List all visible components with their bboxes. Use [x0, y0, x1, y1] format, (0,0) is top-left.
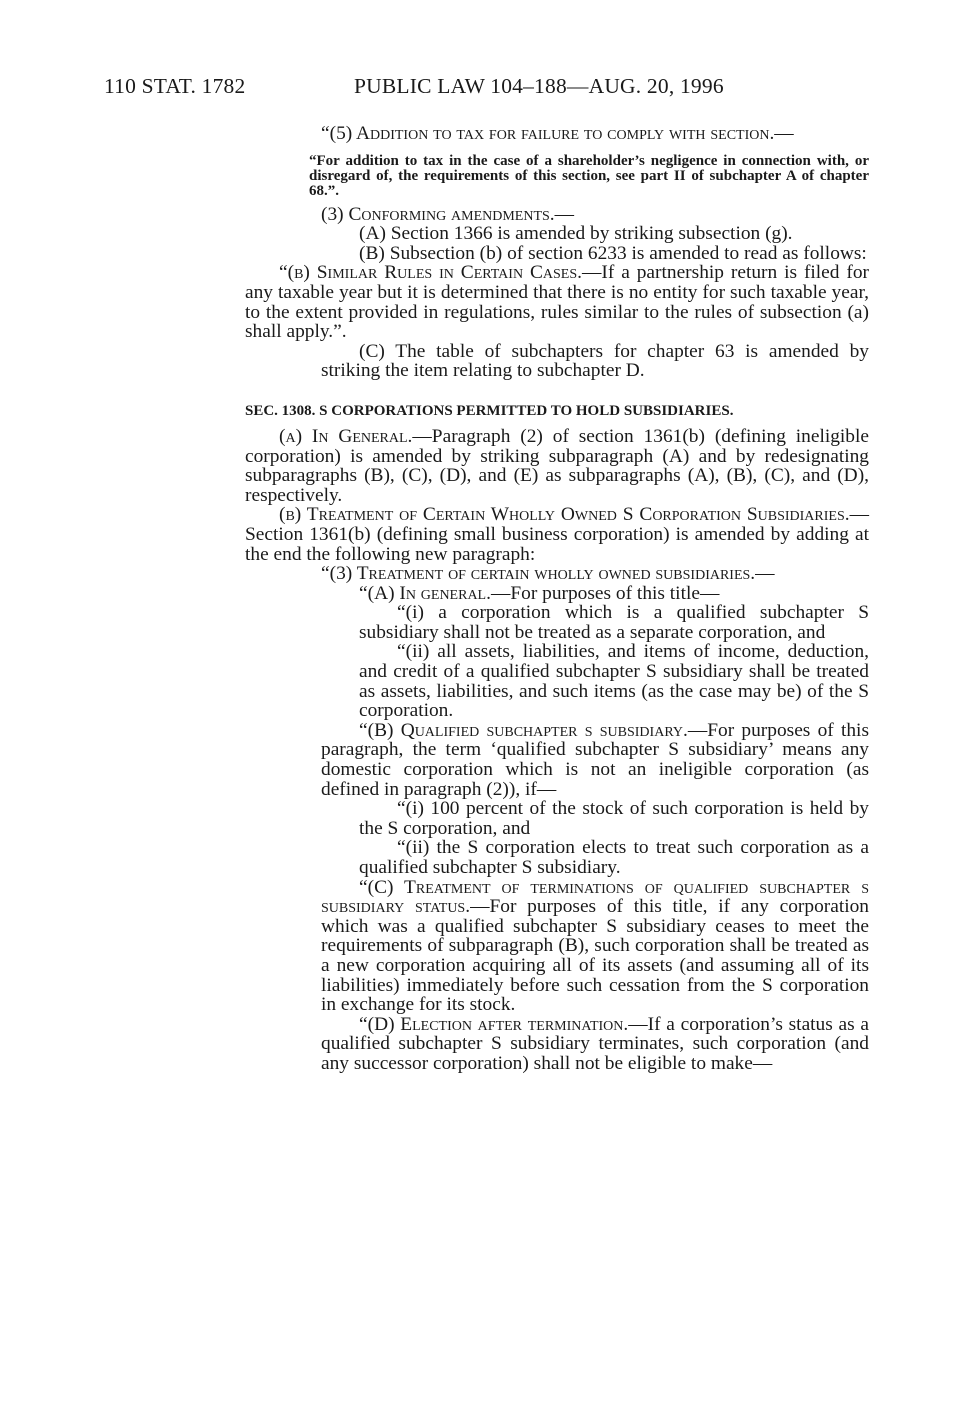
- amendment-c: (C) The table of subchapters for chapter 63 is amended by striking the item relating to subchapter D.: [321, 340, 869, 382]
- subsection-b-heading: “(b) Similar Rules in Certain Cases.: [279, 262, 582, 284]
- subparagraph-a-body: —For purposes of this title—: [490, 582, 720, 604]
- statute-citation: 110 STAT. 1782: [104, 74, 246, 98]
- public-law-citation: PUBLIC LAW 104–188—AUG. 20, 1996: [354, 74, 724, 98]
- subparagraph-c-body: —For purposes of this title, if any corporation which was a qualified subchapter S subsidiary ceases to meet the requirements of subparagraph (B), such corporation shall be treated as a new corporation acquiring all of its assets (and assuming all of its liabilities) immediately before such cessation from the S corporation in exchange for its stock.: [321, 896, 869, 1016]
- subsection-b-content: —Section 1361(b) (defining small business corporation) is amended by adding at the end the following new paragraph:: [245, 504, 869, 565]
- subparagraph-c-heading: “(C) Treatment of terminations of qualified subchapter s subsidiary status.: [321, 876, 869, 918]
- subparagraph-a: [245, 584, 869, 604]
- subparagraph-d: [245, 1015, 869, 1074]
- addition-to-tax-note: “For addition to tax in the case of a shareholder’s negligence in connection with, or disregard of, the requirements of this section, see part II of subchapter A of chapter 68.”.: [309, 152, 869, 199]
- clause-b-i: “(i) 100 percent of the stock of such corporation is held by the S corporation, and: [359, 798, 869, 839]
- subsection-a: [245, 427, 869, 505]
- conforming-amendments-heading: (3) Conforming amendments.—: [321, 203, 575, 225]
- subsection-b-body: —If a partnership return is filed for any taxable year but it is determined that there is no entity for such taxable year, to the extent provided in regulations, rules similar to the rules of subsection (a) shall apply.”.: [245, 262, 869, 343]
- amendment-b: (B) Subsection (b) of section 6233 is amended to read as follows:: [359, 242, 867, 264]
- clause-b-ii: “(ii) the S corporation elects to treat such corporation as a qualified subchapter S subsidiary.: [359, 837, 869, 878]
- subparagraph-a-heading: “(A) In general.: [359, 582, 491, 604]
- paragraph-3-heading: “(3) Treatment of certain wholly owned subsidiaries.—: [321, 563, 775, 585]
- paragraph-5-heading: “(5) Addition to tax for failure to comply with section.—: [321, 123, 794, 144]
- document-body: [245, 124, 869, 1074]
- subparagraph-d-body: —If a corporation’s status as a qualified subchapter S subsidiary terminates, such corporation (and any successor corporation) shall not be eligible to make—: [321, 1013, 869, 1074]
- amendment-a: (A) Section 1366 is amended by striking subsection (g).: [359, 223, 793, 245]
- subsection-a-heading: (a) In General.: [279, 425, 413, 447]
- subparagraph-b: [245, 721, 869, 799]
- subparagraph-c: [245, 878, 869, 1015]
- subparagraph-b-body: —For purposes of this paragraph, the term ‘qualified subchapter S subsidiary’ means any domestic corporation which is not an ineligible corporation (as defined in paragraph (2)), if—: [321, 719, 869, 800]
- subparagraph-b-heading: “(B) Qualified subchapter s subsidiary.: [359, 719, 688, 741]
- subsection-b: [245, 505, 869, 564]
- subsection-b-title: (b) Treatment of Certain Wholly Owned S Corporation Subsidiaries.: [279, 504, 850, 526]
- clause-a-i: “(i) a corporation which is a qualified subchapter S subsidiary shall not be treated as a separate corporation, and: [359, 602, 869, 643]
- clause-a-ii: “(ii) all assets, liabilities, and items of income, deduction, and credit of a qualified subchapter S subsidiary shall be treated as assets, liabilities, and such items (as the case may be) of the S corporation.: [359, 641, 869, 722]
- subparagraph-d-heading: “(D) Election after termination.: [359, 1013, 629, 1035]
- subsection-a-body: —Paragraph (2) of section 1361(b) (defining ineligible corporation) is amended by striking subparagraph (A) and by redesignating subparagraphs (B), (C), (D), and (E) as subparagraphs (A), (B), (C), and (D), respectively.: [245, 425, 869, 506]
- section-1308-heading: SEC. 1308. S CORPORATIONS PERMITTED TO HOLD SUBSIDIARIES.: [245, 402, 734, 419]
- subsection-b-text: [245, 263, 869, 341]
